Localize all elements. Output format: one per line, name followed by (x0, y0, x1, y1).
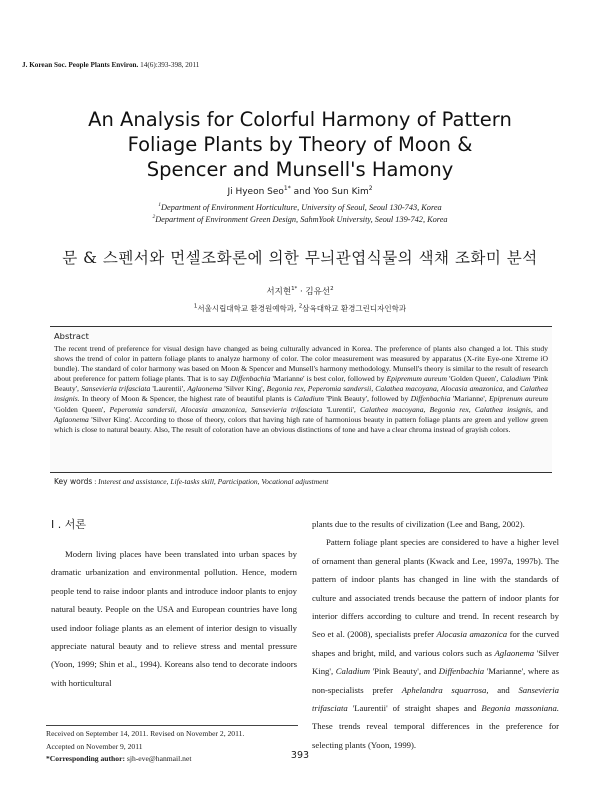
page-number: 393 (290, 750, 310, 761)
journal-issue: 14(6):393-398, 2011 (138, 61, 200, 69)
paragraph (312, 533, 559, 754)
species-name: Caladium (500, 374, 531, 384)
species-name: Calathea insignis. (54, 384, 548, 404)
abstract-text: 'Pink Beauty', followed by (324, 394, 411, 404)
author-ko-1-sup: 1* (291, 286, 298, 293)
abstract-text: 'Lurentii', (322, 404, 360, 414)
affiliation-ko-2-num: 2 (298, 303, 303, 310)
abstract-text: 'Pink Beauty', (54, 374, 548, 394)
corresponding-email: sjh-eve@hanmail.net (124, 754, 192, 764)
species-name: Peperomia sandersii, Alocasia amazonica, Sansevieria trifasciata (109, 404, 323, 414)
paragraph: Modern living places have been translated into urban spaces by dramatic urbanization and environmental pollution. Hence, modern people tend to raise indoor plants and introduce indoor plants to enjoy natural beauty. People on the USA and European countries have long used indoor foliage plants as an element of interior design to visually appreciate natural beauty and to relieve stress and mental pressure (Yoon, 1999; Shin et al., 1994). Koreans also tend to decorate indoors with horticultural (51, 549, 297, 688)
body-text: 'Laurentii' of straight shapes and (347, 703, 482, 714)
corresponding-label: *Corresponding author: (46, 754, 125, 764)
author-2: Yoo Sun Kim (313, 187, 369, 197)
keywords-value: Interest and assistance, Life-tasks skill, Participation, Vocational adjustment (98, 477, 329, 486)
species-name: Calathea macoyana, Begonia rex, Calathea insignis, (359, 404, 533, 414)
species-name: Diffenbachia (410, 394, 451, 404)
abstract-text: and (504, 384, 520, 394)
species-name: Caladium (293, 394, 325, 404)
affiliation-ko-1: 서울시립대학교 환경원예학과, (197, 304, 299, 313)
abstract-text: 'Marianne' is best color, followed by (270, 374, 387, 384)
abstract-text: 'Silver King', (222, 384, 267, 394)
affiliation-ko-1-num: 1 (193, 303, 198, 310)
abstract-text: and (532, 404, 548, 414)
species-name: Begonia massoniana. (481, 703, 559, 714)
species-name: Epipremum aureum (386, 374, 448, 384)
abstract-text: 'Laurentii', (150, 384, 188, 394)
affiliation-1-text: Department of Environment Horticulture, University of Seoul, Seoul 130-743, Korea (161, 202, 442, 212)
body-column-left (51, 545, 297, 692)
author-ko-2-sup: 2 (330, 286, 334, 293)
species-name: Aphelandra squarrosa, (401, 684, 489, 695)
species-name: Aglaonema (54, 414, 89, 424)
body-text: Pattern foliage plant species are considered to have a higher level of ornament than general plants (Kwack and Lee, 1997a, 1997b). The pattern of indoor plants has changed in line with the standards of culture and associated trends because the pattern of indoor plants for interior differs according to culture and trend. In recent research by Seo et al. (2008), specialists prefer (312, 537, 559, 640)
keywords (54, 477, 548, 486)
title-line-1: An Analysis for Colorful Harmony of Pattern (88, 108, 512, 131)
body-text: 'Marianne', where as non-specialists prefer (312, 666, 559, 695)
authors-en (0, 185, 600, 197)
abstract-text: In theory of Moon & Spencer, the highest rate of beautiful plants is (79, 394, 294, 404)
keywords-label: Key words (54, 477, 93, 486)
abstract-text: 'Marianne', (450, 394, 489, 404)
abstract-text: 'Golden Queen', (54, 404, 110, 414)
author-1-sup: 1* (283, 185, 291, 192)
author-ko-2: 김유선 (305, 287, 331, 297)
species-name: Aglaonema (187, 384, 223, 394)
authors-ko (0, 285, 600, 297)
species-name: Sansevieria trifasciata (81, 384, 151, 394)
species-name: Diffenbachia (438, 666, 485, 677)
affiliation-2-num: 2 (152, 214, 156, 220)
journal-citation (22, 61, 199, 69)
journal-name: J. Korean Soc. People Plants Environ. (22, 61, 139, 69)
paper-title-ko: 문 & 스펜서와 먼셀조화론에 의한 무늬관엽식물의 색채 조화미 분석 (62, 249, 538, 267)
abstract-body (54, 344, 548, 435)
title-line-2: Foliage Plants by Theory of Moon & (127, 133, 473, 156)
author-ko-sep: · (297, 287, 306, 297)
abstract-text: 'Golden Queen', (447, 374, 501, 384)
section-heading: I . 서론 (51, 518, 86, 531)
body-column-right (312, 515, 559, 754)
affiliation-en-1 (0, 202, 600, 212)
affiliation-ko-2: 삼육대학교 환경그린디자인학과 (302, 304, 407, 313)
species-name: Aglaonema (494, 647, 535, 658)
affiliation-2-text: Department of Environment Green Design, SahmYook University, Seoul 139-742, Korea (155, 214, 448, 224)
species-name: Alocasia amazonica (436, 629, 508, 640)
author-ko-1: 서지현 (266, 287, 292, 297)
received-date: Received on September 14, 2011. Revised on November 2, 2011. (46, 729, 245, 738)
abstract-text: The recent trend of preference for visual design have changed as being culturally advanced in Korea. The preference of plants also changed a lot. This study shows the trend of color in pattern foliage plants to analyze harmony of color. The color measurement was measured by apparatus (X-rite Eye-one Xtreme iO bundle). The standard of color harmony was based on Moon & Spencer and Munsell's harmony methodology. Munsell's theory is similar to the result of research about preference for pattern foliage plants. That is to say (54, 344, 548, 384)
abstract-text: 'Silver King'. According to those of theory, colors that having high rate of harmonious beauty in pattern foliage plants are green and yellow green which is close to natural beauty. Also, The result of coloration have an obvious distinctions of tone and have a clear chroma instead of grayish colors. (54, 414, 548, 434)
body-text: 'Pink Beauty', and (370, 666, 439, 677)
affiliation-en-2 (0, 214, 600, 224)
species-name: Epiprenum aureum (489, 394, 549, 404)
body-text: These trends reveal temporal differences in the preference for selecting plants (Yoon, 1999). (312, 721, 559, 750)
paper-title-en (30, 107, 570, 182)
body-text: 'Silver King', (312, 647, 559, 677)
paragraph: plants due to the results of civilization (Lee and Bang, 2002). (312, 519, 525, 529)
species-name: Caladium (335, 666, 370, 677)
author-and: and (290, 187, 314, 197)
title-line-3: Spencer and Munsell's Hamony (146, 158, 454, 181)
body-text: and (488, 684, 519, 695)
affiliation-1-num: 1 (158, 202, 162, 208)
keywords-colon: : (92, 477, 99, 486)
affiliations-ko (0, 303, 600, 314)
species-name: Sansevieria trifasciata (312, 684, 559, 714)
species-name: Begonia rex, Peperomia sandersii, Calathea macoyana, Alocasia amazonica, (266, 384, 505, 394)
species-name: Diffenbachia (230, 374, 271, 384)
abstract-heading: Abstract (54, 331, 89, 341)
body-text: for the curved shapes and bright, mild, and various colors such as (312, 629, 559, 658)
author-1: Ji Hyeon Seo (227, 187, 284, 197)
author-2-sup: 2 (368, 185, 373, 192)
accepted-date: Accepted on November 9, 2011 (46, 741, 143, 751)
footnote-rule (46, 725, 298, 726)
